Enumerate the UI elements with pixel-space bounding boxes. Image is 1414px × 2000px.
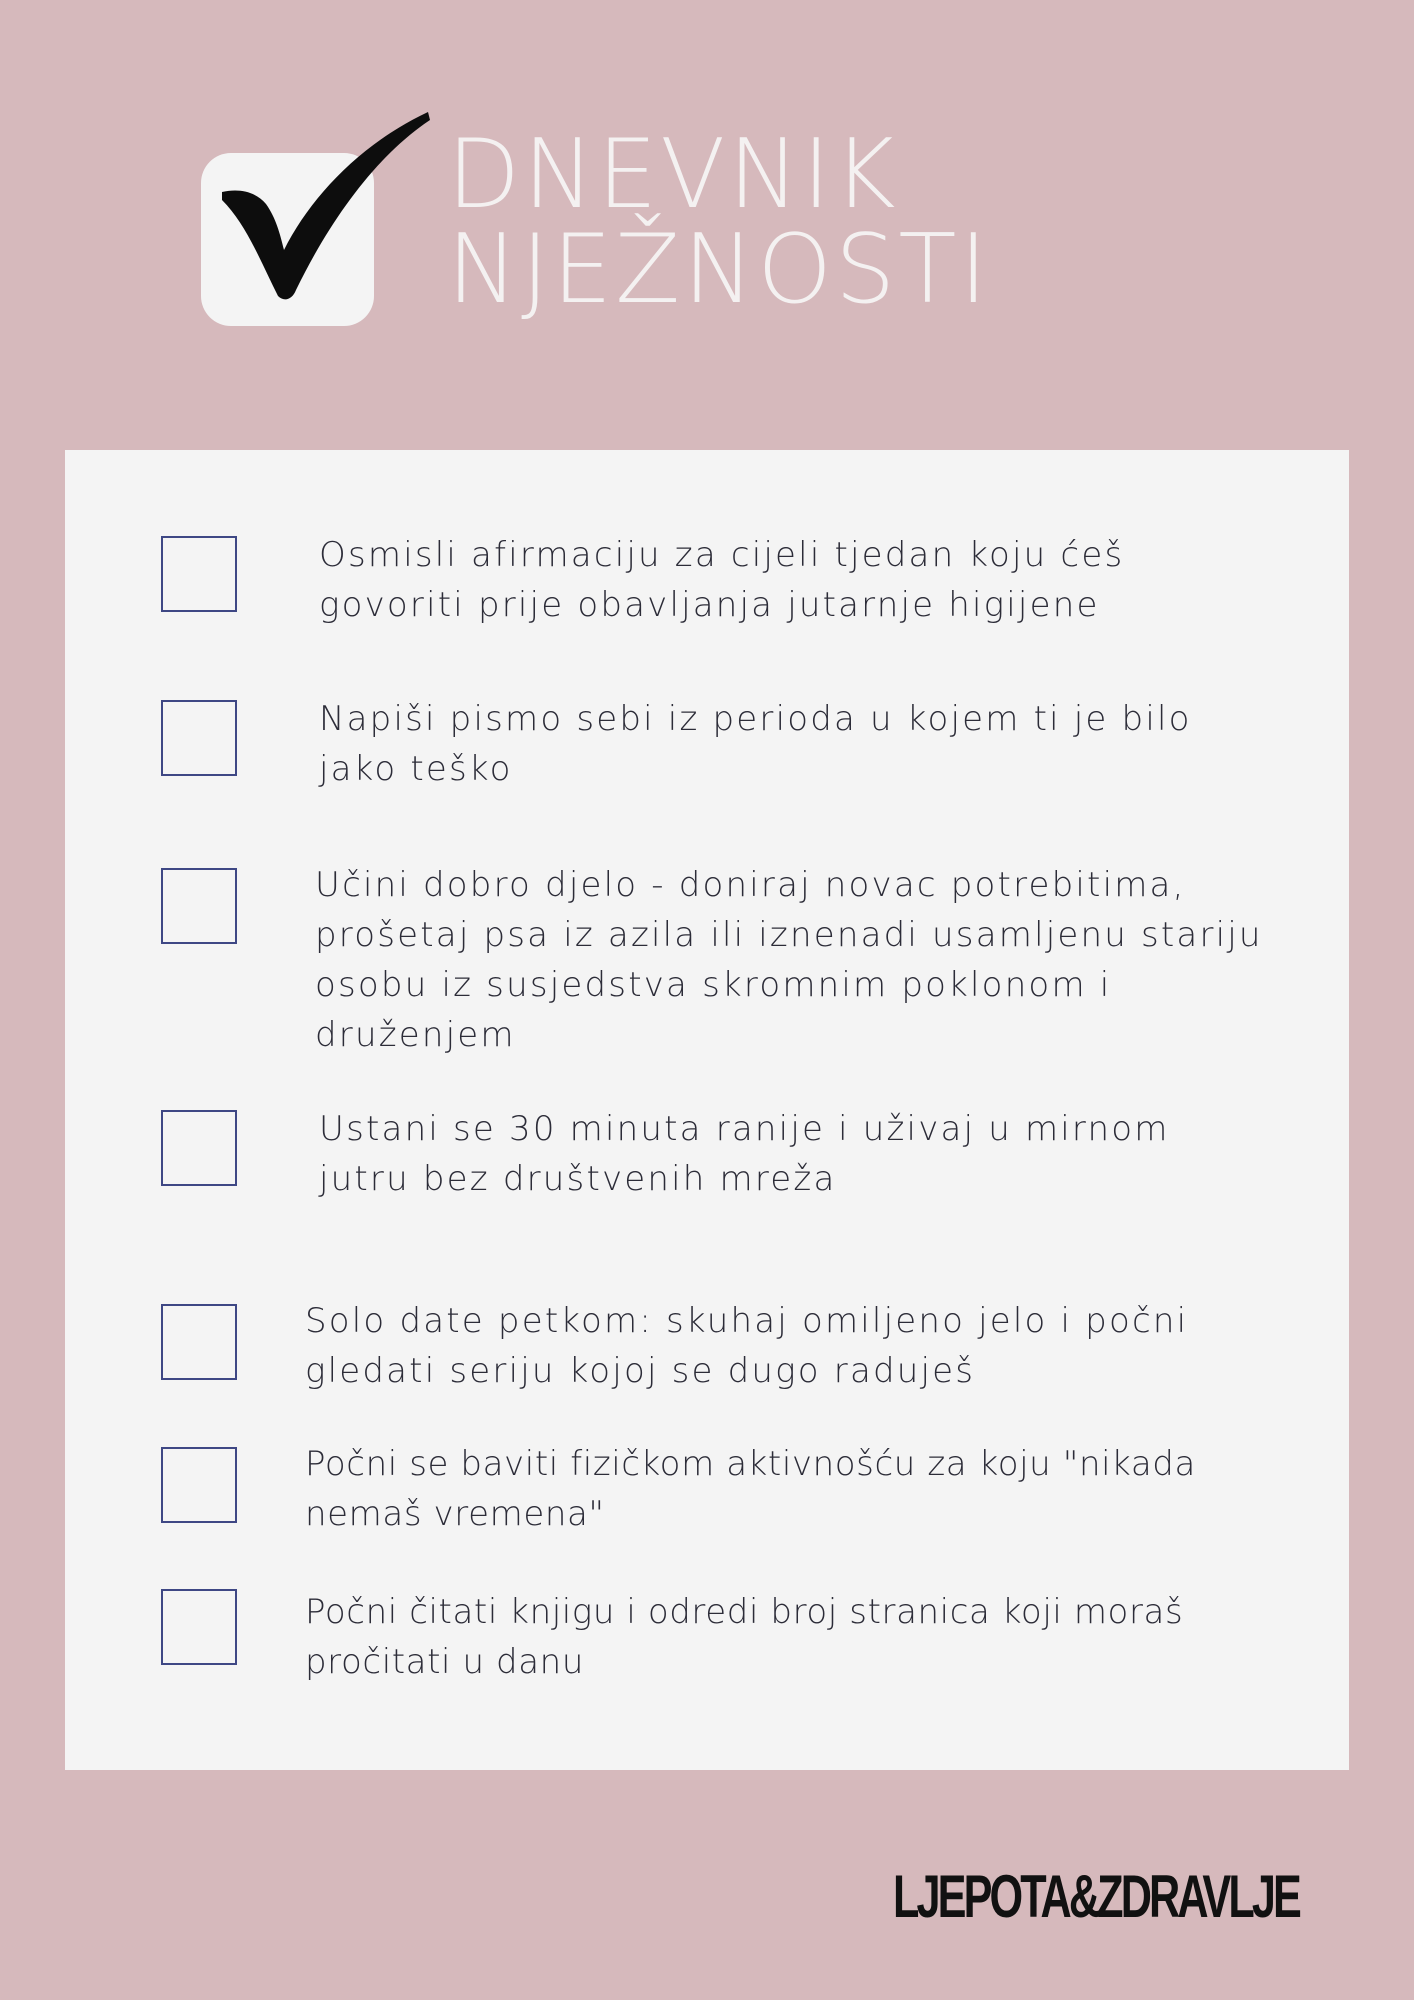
item-text-line: gledati seriju kojoj se dugo raduješ xyxy=(305,1351,976,1391)
item-text xyxy=(305,1439,1196,1539)
checkbox[interactable] xyxy=(161,1110,237,1186)
item-text xyxy=(305,1587,1183,1687)
item-text-line: govoriti prije obavljanja jutarnje higijene xyxy=(319,585,1100,625)
item-text-line: Učini dobro djelo - doniraj novac potrebitima, xyxy=(315,865,1186,905)
item-text xyxy=(319,694,1192,794)
item-text-line: nemaš vremena" xyxy=(305,1494,605,1534)
checklist-card xyxy=(65,450,1349,1770)
title-line-2: NJEŽNOSTI xyxy=(447,215,991,325)
item-text-line: Osmisli afirmaciju za cijeli tjedan koju ćeš xyxy=(319,535,1125,575)
title-line-1: DNEVNIK xyxy=(447,120,899,230)
item-text-line: druženjem xyxy=(315,1015,516,1055)
checkbox[interactable] xyxy=(161,868,237,944)
checkbox[interactable] xyxy=(161,1447,237,1523)
checkbox[interactable] xyxy=(161,536,237,612)
item-text xyxy=(319,530,1124,630)
item-text-line: prošetaj psa iz azila ili iznenadi usamljenu stariju xyxy=(315,915,1263,955)
checkbox[interactable] xyxy=(161,1589,237,1665)
item-text-line: jutru bez društvenih mreža xyxy=(319,1159,837,1199)
item-text-line: jako teško xyxy=(319,749,513,789)
item-text-line: osobu iz susjedstva skromnim poklonom i xyxy=(315,965,1112,1005)
checkbox[interactable] xyxy=(161,1304,237,1380)
item-text-line: Solo date petkom: skuhaj omiljeno jelo i počni xyxy=(305,1301,1189,1341)
checkbox[interactable] xyxy=(161,700,237,776)
item-text-line: Napiši pismo sebi iz perioda u kojem ti je bilo xyxy=(319,699,1192,739)
item-text xyxy=(319,1104,1170,1204)
item-text-line: Ustani se 30 minuta ranije i uživaj u mirnom xyxy=(319,1109,1170,1149)
item-text xyxy=(315,860,1263,1060)
checkmark-icon xyxy=(200,100,440,320)
item-text xyxy=(305,1296,1188,1396)
item-text-line: Počni se baviti fizičkom aktivnošću za koju "nikada xyxy=(305,1444,1196,1484)
brand-logo: LJEPOTA&ZDRAVLJE xyxy=(893,1863,1299,1930)
item-text-line: pročitati u danu xyxy=(305,1642,584,1682)
page-title xyxy=(447,120,991,325)
item-text-line: Počni čitati knjigu i odredi broj stranica koji moraš xyxy=(305,1592,1184,1632)
